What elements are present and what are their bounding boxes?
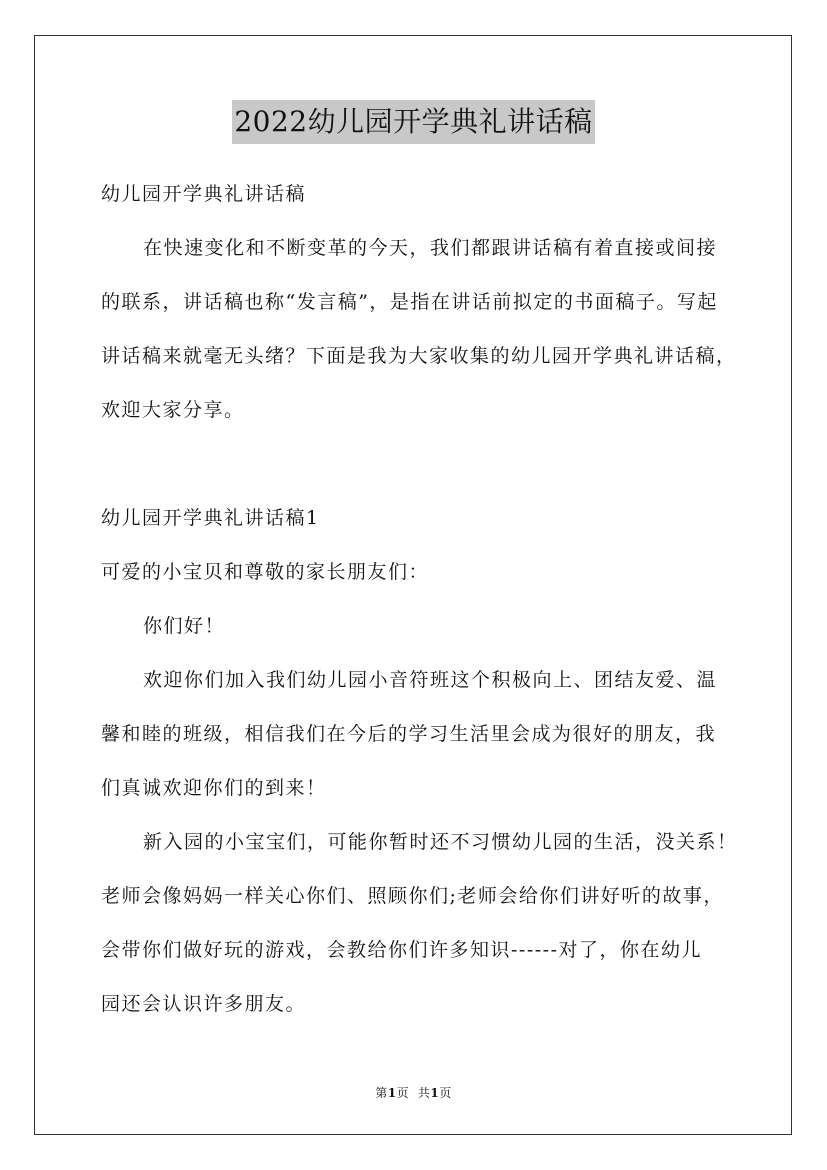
page-footer [0,1084,827,1101]
footer-total-suffix: 页 [439,1086,452,1100]
paragraph-line: 在快速变化和不断变革的今天，我们都跟讲话稿有着直接或间接 [143,237,718,259]
footer-page-number: 1 [387,1086,397,1100]
paragraph-line: 讲话稿来就毫无头绪？下面是我为大家收集的幼儿园开学典礼讲话稿， [101,345,737,367]
paragraph-line: 欢迎你们加入我们幼儿园小音符班这个积极向上、团结友爱、温 [143,669,718,691]
greeting-line: 你们好！ [143,615,226,637]
title-container [0,100,827,144]
paragraph-line: 欢迎大家分享。 [101,399,245,421]
paragraph-line: 老师会像妈妈一样关心你们、照顾你们;老师会给你们讲好听的故事， [101,885,724,907]
section-heading: 幼儿园开学典礼讲话稿1 [101,507,320,529]
heading-line: 幼儿园开学典礼讲话稿 [101,183,307,205]
paragraph-line: 们真诚欢迎你们的到来！ [101,777,327,799]
footer-page-suffix: 页 [396,1086,410,1100]
paragraph-line: 会带你们做好玩的游戏，会教给你们许多知识------对了，你在幼儿 [101,939,703,961]
footer-total-prefix: 共 [417,1086,431,1100]
footer-total-number: 1 [430,1086,440,1100]
salutation-line: 可爱的小宝贝和尊敬的家长朋友们： [101,561,430,583]
footer-page-prefix: 第 [375,1086,388,1100]
document-title: 2022幼儿园开学典礼讲话稿 [232,100,594,144]
paragraph-line: 馨和睦的班级，相信我们在今后的学习生活里会成为很好的朋友，我 [101,723,717,745]
paragraph-line: 的联系，讲话稿也称“发言稿”，是指在讲话前拟定的书面稿子。写起 [101,291,718,313]
paragraph-line: 新入园的小宝宝们，可能你暂时还不习惯幼儿园的生活，没关系！ [143,831,738,853]
paragraph-line: 园还会认识许多朋友。 [101,993,307,1015]
